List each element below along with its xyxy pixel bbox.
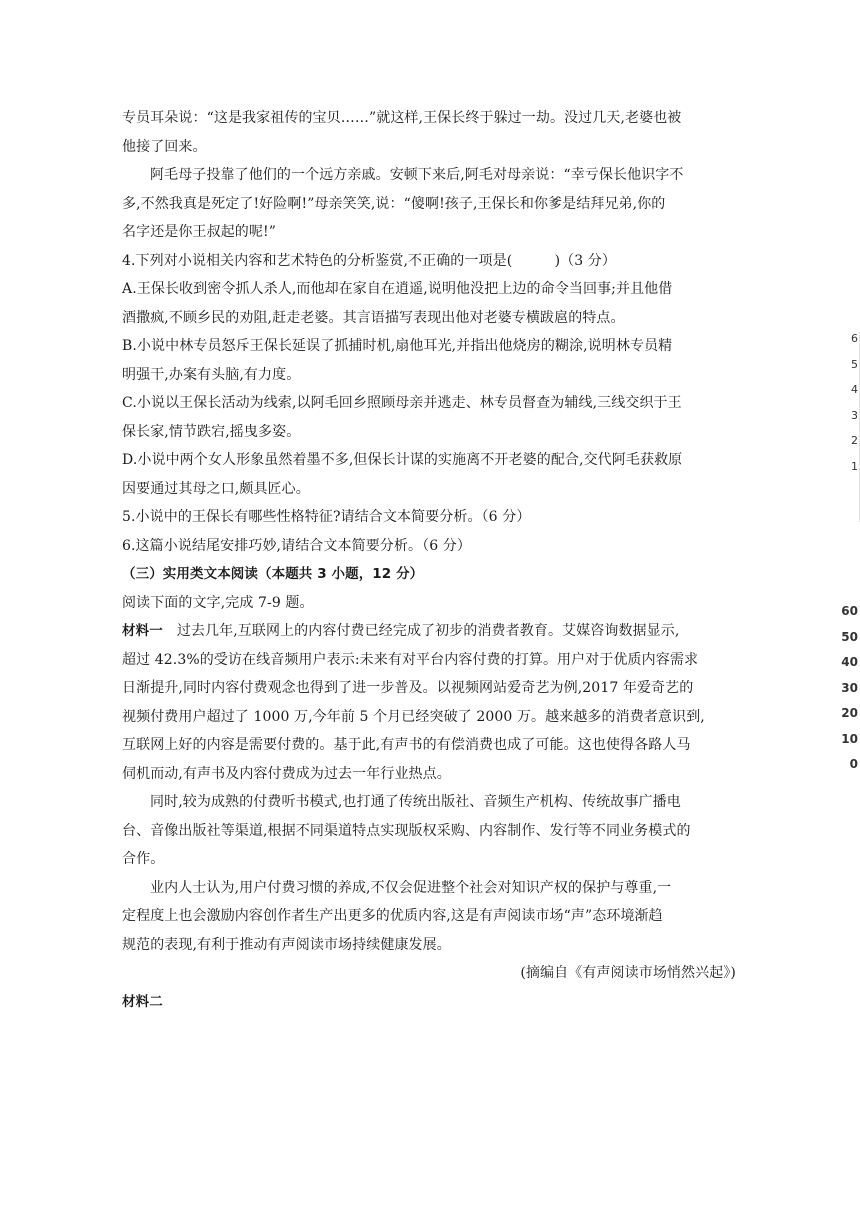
adjacent-tick-label: 5 <box>851 357 858 371</box>
material-one-body <box>122 646 740 789</box>
material-one-first-text: 过去几年,互联网上的内容付费已经完成了初步的消费者教育。艾媒咨询数据显示, <box>176 623 680 639</box>
adjacent-tick-label: 6 <box>851 332 858 345</box>
material-two-label: 材料二 <box>122 993 163 1010</box>
text-line: 酒撒疯,不顾乡民的劝阻,赶走老婆。其言语描写表现出他对老婆专横跋扈的特点。 <box>122 309 625 326</box>
text-line: D.小说中两个女人形象虽然着墨不多,但保长计谋的实施离不开老婆的配合,交代阿毛获救原 <box>122 452 683 468</box>
adjacent-tick-label: 50 <box>841 629 858 644</box>
material-one-line: 伺机而动,有声书及内容付费成为过去一年行业热点。 <box>122 765 451 782</box>
material-one-line: 日渐提升,同时内容付费观念也得到了进一步普及。以视频网站爱奇艺为例,2017 年爱奇艺的 <box>122 680 694 696</box>
material-one-line: 超过 42.3%的受访在线音频用户表示:未来有对平台内容付费的打算。用户对于优质内容需求 <box>122 651 699 668</box>
adjacent-tick-label: 10 <box>841 731 858 746</box>
adjacent-tick-label: 30 <box>841 680 858 695</box>
adjacent-tick-label: 60 <box>841 604 858 618</box>
page-content <box>122 104 740 1016</box>
adjacent-tick-label: 40 <box>841 655 858 669</box>
paragraph-three-line: 定程度上也会激励内容创作者生产出更多的优质内容,这是有声阅读市场“声”态环境渐趋 <box>122 908 663 924</box>
paragraph-three-line: 规范的表现,有利于推动有声阅读市场持续健康发展。 <box>122 936 451 953</box>
material-one-line: 互联网上好的内容是需要付费的。基于此,有声书的有偿消费也成了可能。这也使得各路人马 <box>122 737 691 753</box>
adjacent-page-axis-bottom <box>838 604 860 783</box>
material-one-label: 材料一 <box>122 623 163 639</box>
paragraph-two-line: 合作。 <box>122 851 165 867</box>
text-line: 阿毛母子投靠了他们的一个远方亲戚。安顿下来后,阿毛对母亲说：“幸亏保长他识字不 <box>150 167 684 183</box>
paragraph-two <box>122 788 740 874</box>
instruction-text: 阅读下面的文字,完成 7-9 题。 <box>122 594 314 611</box>
text-line: 名字还是你王叔起的呢!” <box>122 224 276 240</box>
adjacent-tick-label: 2 <box>851 434 858 447</box>
text-line: B.小说中林专员怒斥王保长延误了抓捕时机,扇他耳光,并指出他烧房的糊涂,说明林专员精 <box>122 338 673 354</box>
text-line: C.小说以王保长活动为线索,以阿毛回乡照顾母亲并逃走、林专员督查为辅线,三线交织于王 <box>122 395 682 411</box>
source-note: (摘编自《有声阅读市场悄然兴起》) <box>520 965 736 981</box>
text-line: 6.这篇小说结尾安排巧妙,请结合文本简要分析。（6 分） <box>122 537 471 554</box>
section-heading: （三）实用类文本阅读（本题共 3 小题，12 分） <box>122 566 424 582</box>
paragraph-two-line: 台、音像出版社等渠道,根据不同渠道特点实现版权采购、内容制作、发行等不同业务模式的 <box>122 822 691 839</box>
text-line: 多,不然我真是死定了!好险啊!”母亲笑笑,说：“傻啊!孩子,王保长和你爹是结拜兄弟,你的 <box>122 195 666 212</box>
text-line: 他接了回来。 <box>122 138 207 155</box>
adjacent-tick-label: 3 <box>851 408 858 422</box>
adjacent-tick-label: 0 <box>849 757 858 771</box>
paragraph-three-line: 业内人士认为,用户付费习惯的养成,不仅会促进整个社会对知识产权的保护与尊重,一 <box>150 879 672 896</box>
adjacent-tick-label: 1 <box>851 459 858 473</box>
text-line: A.王保长收到密令抓人杀人,而他却在家自在逍遥,说明他没把上边的命令当回事;并且他借 <box>122 281 673 297</box>
adjacent-tick-label: 20 <box>841 706 858 720</box>
text-line: 4.下列对小说相关内容和艺术特色的分析鉴赏,不正确的一项是( )（3 分） <box>122 252 616 269</box>
text-line: 明强干,办案有头脑,有力度。 <box>122 366 301 383</box>
paragraph-three <box>122 874 740 960</box>
paragraph-two-line: 同时,较为成熟的付费听书模式,也打通了传统出版社、音频生产机构、传统故事广播电 <box>150 794 681 810</box>
text-line: 保长家,情节跌宕,摇曳多姿。 <box>122 423 301 440</box>
material-one-first-line <box>122 617 740 646</box>
text-line: 5.小说中的王保长有哪些性格特征?请结合文本简要分析。（6 分） <box>122 509 531 525</box>
adjacent-page-axis-top <box>844 332 860 485</box>
adjacent-tick-label: 4 <box>851 383 858 396</box>
text-line: 专员耳朵说：“这是我家祖传的宝贝……”就这样,王保长终于躲过一劫。没过几天,老婆也被 <box>122 110 682 126</box>
story-and-questions <box>122 104 740 560</box>
material-one-line: 视频付费用户超过了 1000 万,今年前 5 个月已经突破了 2000 万。越来越多的消费者意识到, <box>122 708 705 725</box>
text-line: 因要通过其母之口,颇具匠心。 <box>122 480 310 497</box>
